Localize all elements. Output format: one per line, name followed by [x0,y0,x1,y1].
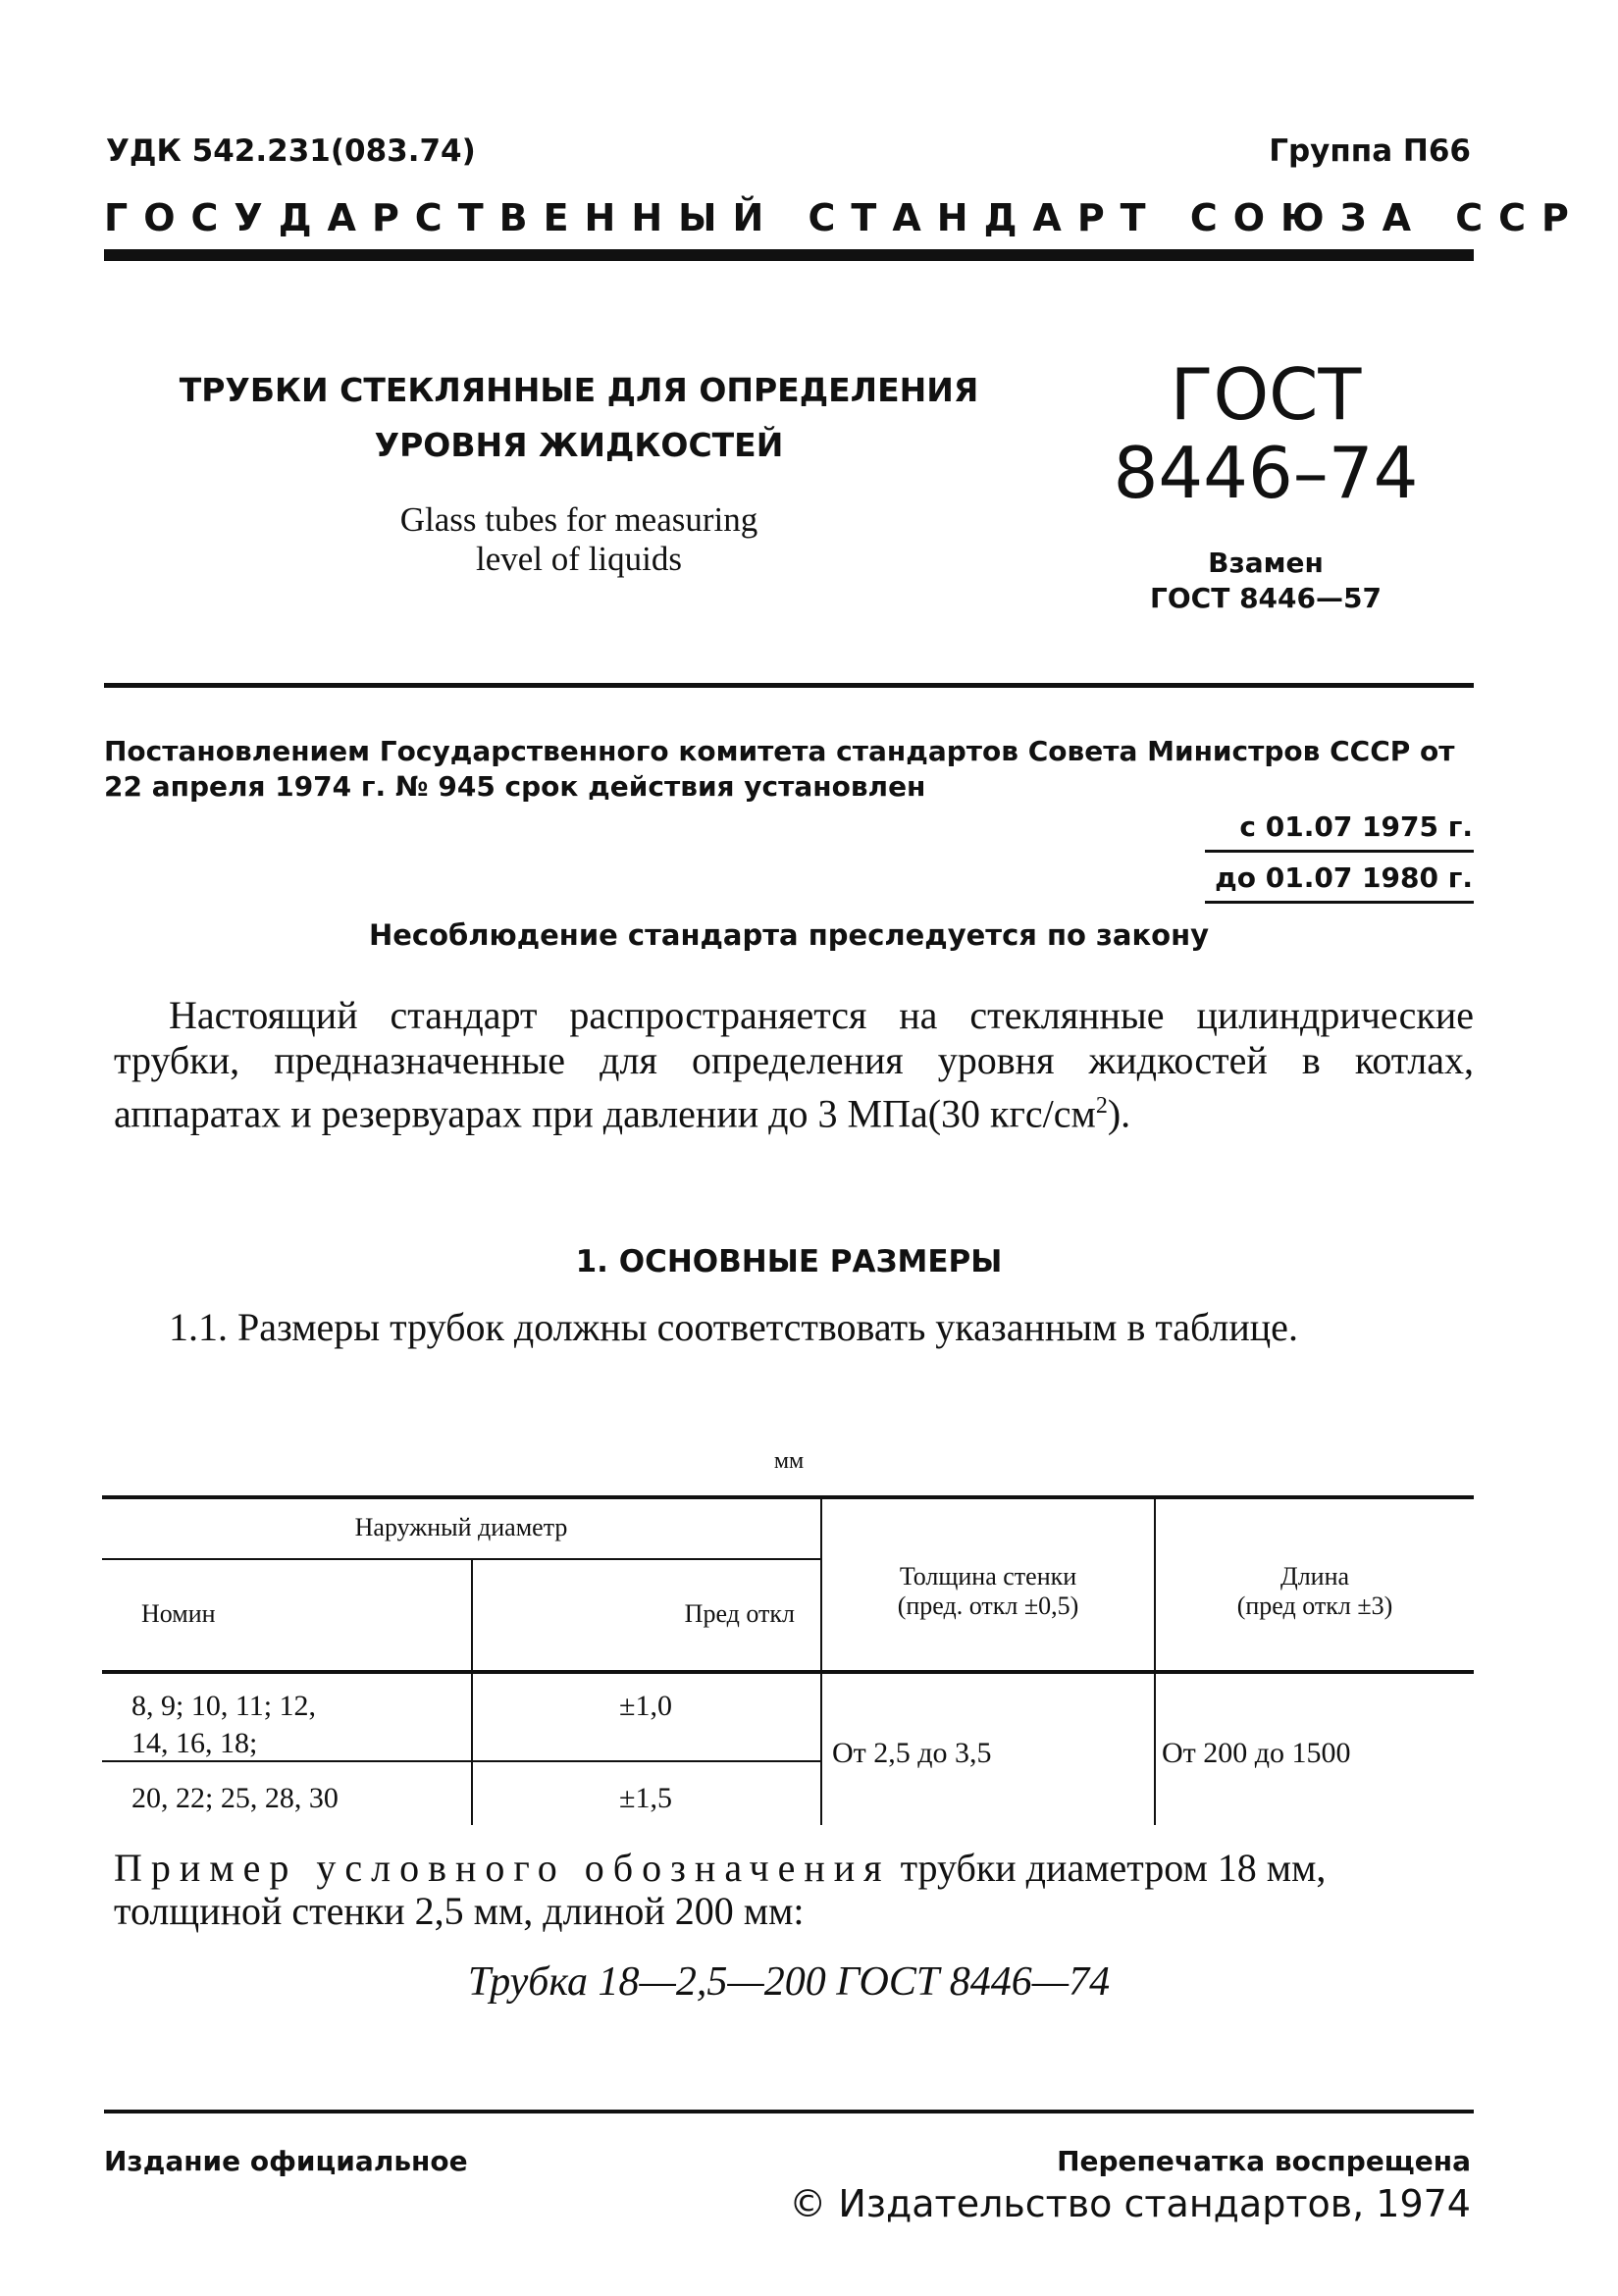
table-row [131,1780,465,1817]
table-top-rule [102,1495,1474,1499]
tolerance-row-2: ±1,5 [619,1782,672,1814]
nominal-row-1-line-2: 14, 16, 18; [131,1727,258,1759]
header-length [1156,1562,1474,1621]
law-notice: Несоблюдение стандарта преследуется по закону [368,918,1210,952]
col-divider-wall [820,1495,822,1825]
table-unit: мм [773,1448,805,1474]
document-title-en [265,500,893,579]
header-wall-line-1: Толщина стенки [899,1562,1077,1591]
udk-code: УДК 542.231(083.74) [106,133,476,169]
wall-thickness-value: От 2,5 до 3,5 [832,1737,992,1769]
scope-text: Настоящий стандарт распространяется на стеклянные цилиндрические трубки, предназначенные для определения уровня жидкостей в котлах, аппаратах и резервуарах при давлении до 3 МПа(30 кгс/см [114,993,1474,1136]
scope-superscript: 2 [1095,1093,1108,1119]
header-nominal: Номин [141,1599,216,1628]
valid-from-underline [1205,850,1474,853]
col-divider-length [1154,1495,1156,1825]
group-code: Группа П66 [1269,133,1471,169]
nominal-row-2-line-1: 20, 22; 25, 28, 30 [131,1782,339,1814]
section-heading: 1. ОСНОВНЫЕ РАЗМЕРЫ [575,1244,1003,1279]
valid-to-underline [1205,901,1474,904]
gost-number: 8446–74 [1113,432,1419,514]
decree-text: Постановлением Государственного комитета стандартов Совета Министров СССР от 22 апреля 1974 г. № 945 срок действия установлен [104,735,1455,803]
tolerance-row-1: ±1,0 [619,1690,672,1722]
publisher-copyright: © Издательство стандартов, 1974 [789,2182,1471,2225]
divider-bottom [104,2110,1474,2113]
header-wall-thickness [822,1562,1154,1621]
dimensions-table [102,1495,1474,1829]
header-rule-outer-diameter [102,1558,820,1560]
example-designation: Трубка 18—2,5—200 ГОСТ 8446—74 [467,1959,1111,2005]
header-tolerance: Пред откл [684,1599,795,1628]
example-paragraph [114,1847,1474,1933]
scope-text-end: ). [1107,1091,1131,1136]
replaces-block [1089,546,1442,616]
valid-from: с 01.07 1975 г. [1239,810,1473,843]
example-lead-spaced: Пример условного обозначения [114,1846,891,1890]
divider-top [104,683,1474,688]
banner-rule [104,249,1474,261]
gost-label: ГОСТ [1170,353,1362,436]
document-title-ru [177,363,981,473]
header-bottom-rule [102,1670,1474,1674]
header-length-line-1: Длина [1279,1562,1350,1591]
replaces-label: Взамен [1208,547,1324,579]
state-standard-banner: ГОСУДАРСТВЕННЫЙ СТАНДАРТ СОЮЗА ССР [104,196,1585,239]
title-ru-line-1: ТРУБКИ СТЕКЛЯННЫЕ ДЛЯ ОПРЕДЕЛЕНИЯ [179,371,979,409]
scope-paragraph [114,993,1474,1136]
reprint-notice: Перепечатка воспрещена [1057,2145,1471,2177]
nominal-row-1-line-1: 8, 9; 10, 11; 12, [131,1690,317,1722]
length-value: От 200 до 1500 [1162,1737,1351,1769]
header-wall-line-2: (пред. откл ±0,5) [897,1592,1079,1620]
official-edition: Издание официальное [104,2145,468,2177]
header-length-line-2: (пред откл ±3) [1236,1592,1393,1620]
title-ru-line-2: УРОВНЯ ЖИДКОСТЕЙ [374,426,784,464]
clause-1-1: 1.1. Размеры трубок должны соответствовать указанным в таблице. [169,1305,1298,1349]
header-outer-diameter: Наружный диаметр [354,1513,568,1541]
title-en-line-2: level of liquids [476,540,682,578]
valid-to: до 01.07 1980 г. [1215,861,1473,894]
table-row [131,1688,465,1762]
title-en-line-1: Glass tubes for measuring [399,500,758,539]
example-lead-rest: трубки диаметром 18 мм, толщиной стенки 2,5 мм, длиной 200 мм: [114,1846,1327,1933]
replaces-standard: ГОСТ 8446—57 [1150,582,1382,614]
